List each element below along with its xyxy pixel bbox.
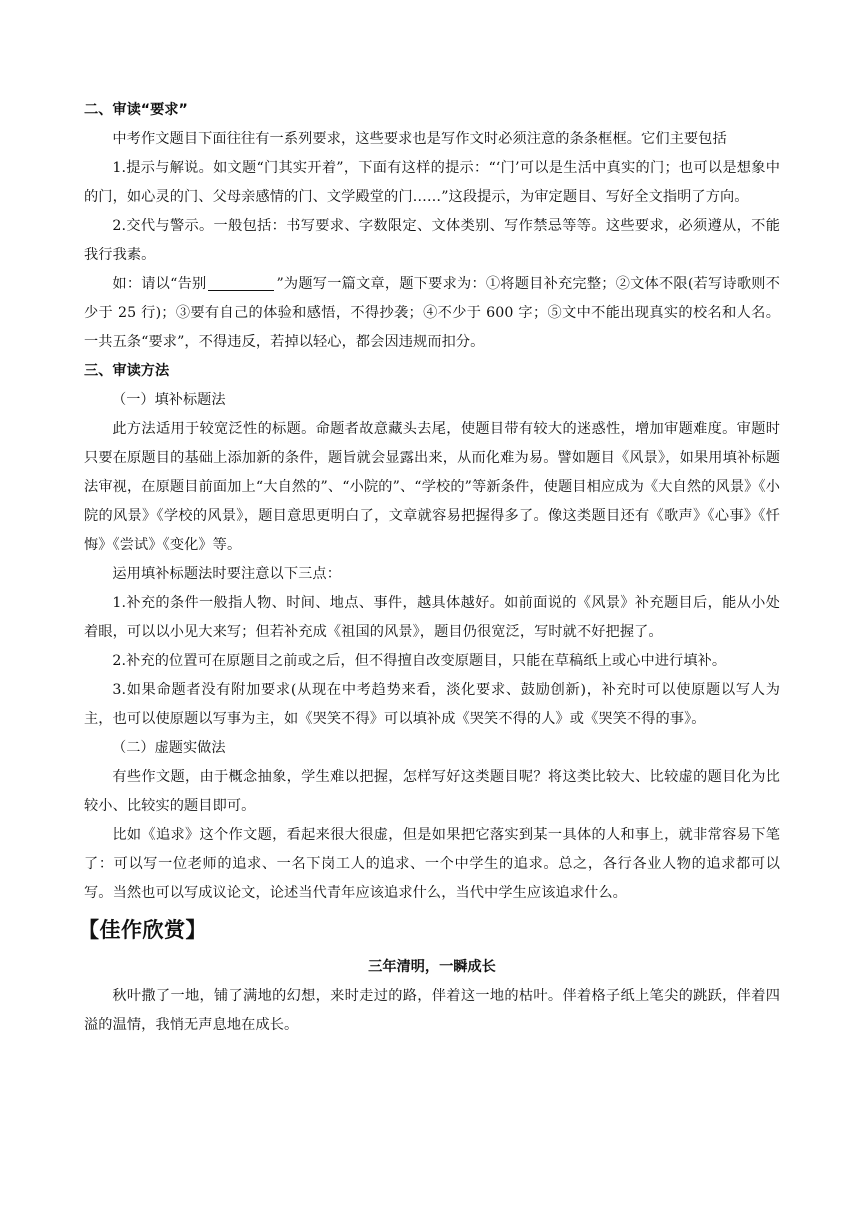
- section-2-item-1: 1.提示与解说。如文题“门其实开着”，下面有这样的提示：“‘门’可以是生活中真实的门；也可以是想象中的门，如心灵的门、父母亲感情的门、文学殿堂的门……”这段提示，为审定题目、写好全文指明了方向。: [84, 160, 780, 205]
- section-2-item-2: 2.交代与警示。一般包括：书写要求、字数限定、文体类别、写作禁忌等等。这些要求，必须遵从，不能我行我素。: [84, 218, 780, 263]
- example-text-before-blank: 如：请以“告别: [112, 276, 207, 292]
- example-text-after-blank: ”为题写一篇文章，题下要求为：①将题目补充完整；②文体不限(若写诗歌则不少于 25 行)；③要有自己的体验和感悟，不得抄袭；④不少于 600 字；⑤文中不能出现真实的校名和人名。一共五条“要求”，不得违反，若掉以轻心，都会因违规而扣分。: [84, 276, 780, 350]
- section-2-heading: 二、审读“要求”: [84, 102, 188, 118]
- method-2-paragraph-2: 比如《追求》这个作文题，看起来很大很虚，但是如果把它落实到某一具体的人和事上，就非常容易下笔了：可以写一位老师的追求、一名下岗工人的追求、一个中学生的追求。总之，各行各业人物的追求都可以写。当然也可以写成议论文，论述当代青年应该追求什么，当代中学生应该追求什么。: [84, 827, 780, 901]
- method-1-paragraph-3: 1.补充的条件一般指人物、时间、地点、事件，越具体越好。如前面说的《风景》补充题目后，能从小处着眼，可以以小见大来写；但若补充成《祖国的风景》，题目仍很宽泛，写时就不好把握了。: [84, 595, 780, 640]
- document-page: [78, 96, 780, 1040]
- appreciation-heading: 【佳作欣赏】: [78, 918, 207, 942]
- method-1-title: （一）填补标题法: [112, 392, 226, 408]
- method-2-paragraph-1: 有些作文题，由于概念抽象，学生难以把握，怎样写好这类题目呢？将这类比较大、比较虚的题目化为比较小、比较实的题目即可。: [84, 769, 780, 814]
- essay-paragraph-1: 秋叶撒了一地，铺了满地的幻想，来时走过的路，伴着这一地的枯叶。伴着格子纸上笔尖的跳跃，伴着四溢的温情，我悄无声息地在成长。: [84, 988, 780, 1033]
- method-1-paragraph-4: 2.补充的位置可在原题目之前或之后，但不得擅自改变原题目，只能在草稿纸上或心中进行填补。: [112, 653, 727, 669]
- section-2-example: [84, 270, 780, 357]
- method-1-paragraph-1: 此方法适用于较宽泛性的标题。命题者故意藏头去尾，使题目带有较大的迷惑性，增加审题难度。审题时只要在原题目的基础上添加新的条件，题旨就会显露出来，从而化难为易。譬如题目《风景》，如果用填补标题法审视，在原题目前面加上“大自然的”、“小院的”、“学校的”等新条件，使题目相应成为《大自然的风景》《小院的风景》《学校的风景》，题目意思更明白了，文章就容易把握得多了。像这类题目还有《歌声》《心事》《忏悔》《尝试》《变化》等。: [84, 421, 780, 553]
- section-2-intro: 中考作文题目下面往往有一系列要求，这些要求也是写作文时必须注意的条条框框。它们主要包括: [112, 131, 727, 147]
- essay-title: 三年清明，一瞬成长: [368, 959, 496, 975]
- method-1-paragraph-5: 3.如果命题者没有附加要求(从现在中考趋势来看，淡化要求、鼓励创新)，补充时可以使原题以写人为主，也可以使原题以写事为主，如《哭笑不得》可以填补成《哭笑不得的人》或《哭笑不得的事》。: [84, 682, 780, 727]
- method-2-title: （二）虚题实做法: [112, 740, 226, 756]
- fill-in-blank: [208, 274, 274, 291]
- section-3-heading: 三、审读方法: [84, 363, 170, 379]
- method-1-paragraph-2: 运用填补标题法时要注意以下三点：: [112, 566, 341, 582]
